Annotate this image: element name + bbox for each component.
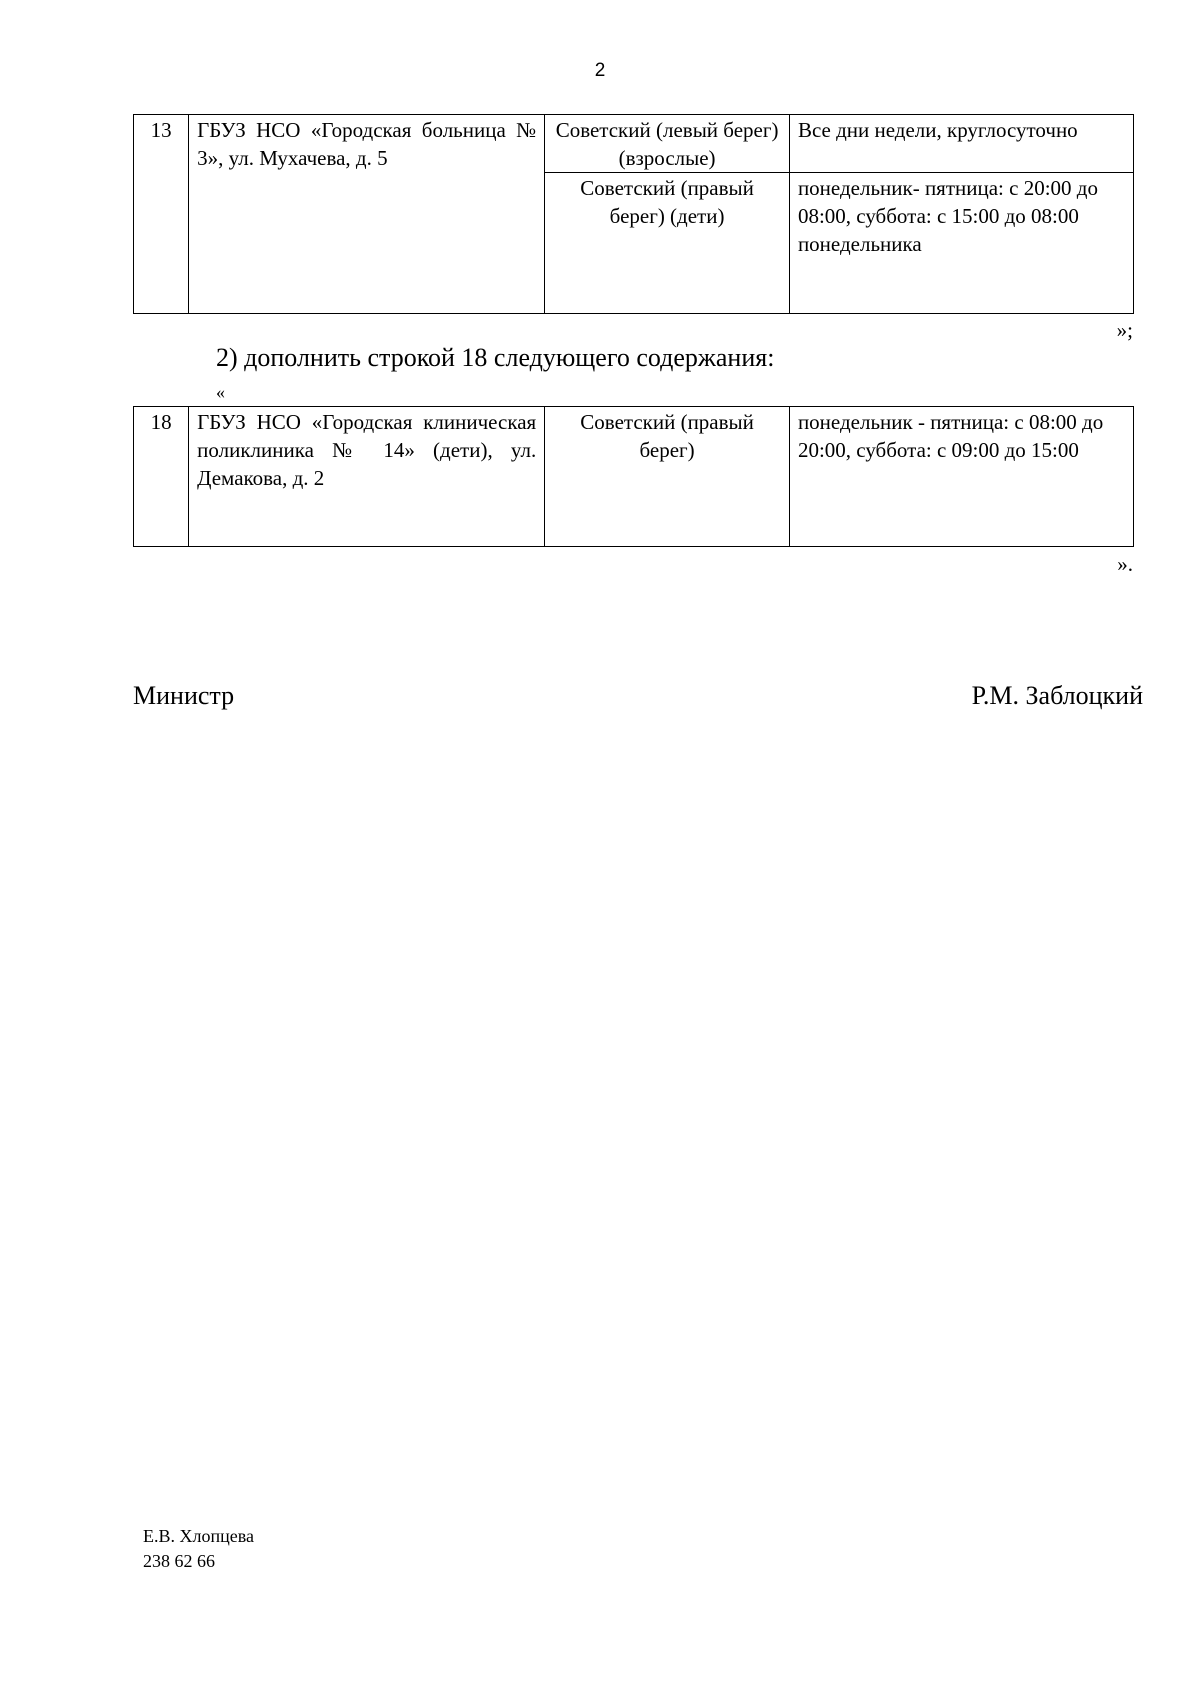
district-cell: Советский (правый берег) (дети) bbox=[545, 173, 790, 314]
district-cell: Советский (правый берег) bbox=[545, 407, 790, 547]
schedule-cell: понедельник- пятница: с 20:00 до 08:00, суббота: с 15:00 до 08:00 понедельника bbox=[789, 173, 1133, 314]
row-number-cell: 13 bbox=[134, 115, 189, 314]
table-row bbox=[134, 407, 1134, 547]
closing-quote: ». bbox=[1117, 552, 1133, 576]
executor-name: Е.В. Хлопцева bbox=[143, 1526, 254, 1546]
signature-position: Министр bbox=[133, 681, 235, 710]
executor-phone: 238 62 66 bbox=[143, 1551, 215, 1571]
facilities-table-row-13 bbox=[133, 114, 1134, 314]
schedule-cell: понедельник - пятница: с 08:00 до 20:00, суббота: с 09:00 до 15:00 bbox=[789, 407, 1133, 547]
district-cell: Советский (левый берег) (взрослые) bbox=[545, 115, 790, 173]
table-row bbox=[134, 115, 1134, 173]
organization-cell: ГБУЗ НСО «Городская клиническая поликлиника № 14» (дети), ул. Демакова, д. 2 bbox=[189, 407, 545, 547]
organization-cell: ГБУЗ НСО «Городская больница № 3», ул. Мухачева, д. 5 bbox=[189, 115, 545, 314]
signature-name: Р.М. Заблоцкий bbox=[971, 681, 1143, 710]
schedule-cell: Все дни недели, круглосуточно bbox=[789, 115, 1133, 173]
opening-quote: « bbox=[216, 382, 225, 402]
closing-quote: »; bbox=[1116, 318, 1133, 342]
page-number: 2 bbox=[594, 60, 606, 81]
row-number-cell: 18 bbox=[134, 407, 189, 547]
amendment-item-text: 2) дополнить строкой 18 следующего содержания: bbox=[216, 343, 775, 372]
facilities-table-row-18 bbox=[133, 406, 1134, 547]
